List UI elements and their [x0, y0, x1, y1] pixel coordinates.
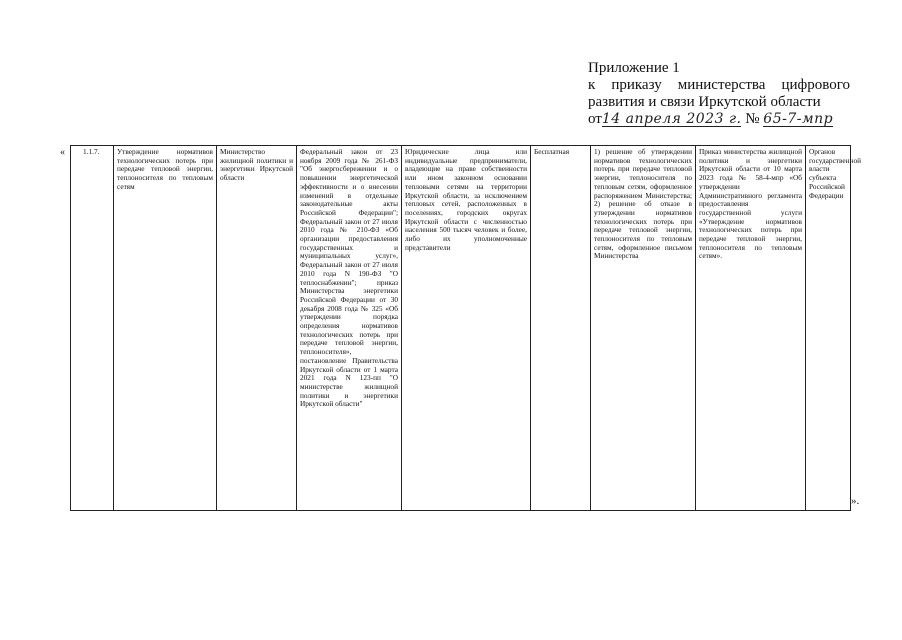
services-table — [70, 145, 862, 511]
cell-result: 1) решение об утверждении нормативов технологических потерь при передаче тепловой энергии, теплоносителя по тепловым сетям, оформленное распоряжением Министерства; 2) решение об отказе в утверждении нормативов технологических потерь при передаче тепловой энергии, теплоносителя по тепловым сетям, оформленное письмом Министерства — [591, 146, 696, 511]
cell-authority: Министерство жилищной политики и энергетики Иркутской области — [217, 146, 297, 511]
cell-service-name: Утверждение нормативов технологических потерь при передаче тепловой энергии, теплоносителя по тепловым сетям — [114, 146, 217, 511]
ministry-name: развития и связи Иркутской области — [588, 94, 821, 110]
number-label: № — [745, 111, 760, 127]
handwritten-date: 14 апреля 2023 г. — [601, 111, 742, 127]
cell-regulation: Приказ министерства жилищной политики и энергетики Иркутской области от 10 марта 2023 года № 58-4-мпр «Об утверждении Административного регламента предоставления государственной услуги «Утверждение нормативов технологических потерь при передаче тепловой энергии, теплоносителя по тепловым сетям». — [696, 146, 806, 511]
cell-fee: Бесплатная — [531, 146, 591, 511]
order-reference: к приказу министерства цифрового — [588, 77, 850, 93]
table-row — [71, 146, 851, 511]
handwritten-number: 65-7-мпр — [763, 111, 834, 127]
from-label: от — [588, 111, 602, 127]
appendix-title: Приложение 1 — [588, 60, 680, 76]
appendix-header — [588, 60, 850, 128]
closing-quote: ». — [851, 495, 860, 507]
cell-authority-level: Органов государственной власти субъекта Российской Федерации — [806, 146, 851, 511]
date-number-line — [588, 111, 850, 128]
opening-quote: « — [60, 147, 65, 158]
cell-applicants: Юридические лица или индивидуальные предприниматели, владеющие на праве собственности или ином законном основании тепловыми сетями на территории Иркутской области, за исключением тепловых сетей, расположенных в поселениях, городских округах Иркутской области с численностью населения 500 тысяч человек и более, либо их уполномоченные представители — [402, 146, 531, 511]
cell-number: 1.1.7. — [71, 146, 114, 511]
cell-legal-basis: Федеральный закон от 23 ноября 2009 года № 261-ФЗ "Об энергосбережении и о повышении энергетической эффективности и о внесении изменений в отдельные законодательные акты Российской Федерации"; Федеральный закон от 27 июля 2010 года № 210-ФЗ «Об организации предоставления государственных и муниципальных услуг», Федеральный закон от 27 июля 2010 года N 190-ФЗ "О теплоснабжении"; приказ Министерства энергетики Российской Федерации от 30 декабря 2008 года № 325 «Об утверждении порядка определения нормативов технологических потерь при передаче тепловой энергии, теплоносителя», постановление Правительства Иркутской области от 1 марта 2021 года N 123-пп "О министерстве жилищной политики и энергетики Иркутской области" — [297, 146, 402, 511]
